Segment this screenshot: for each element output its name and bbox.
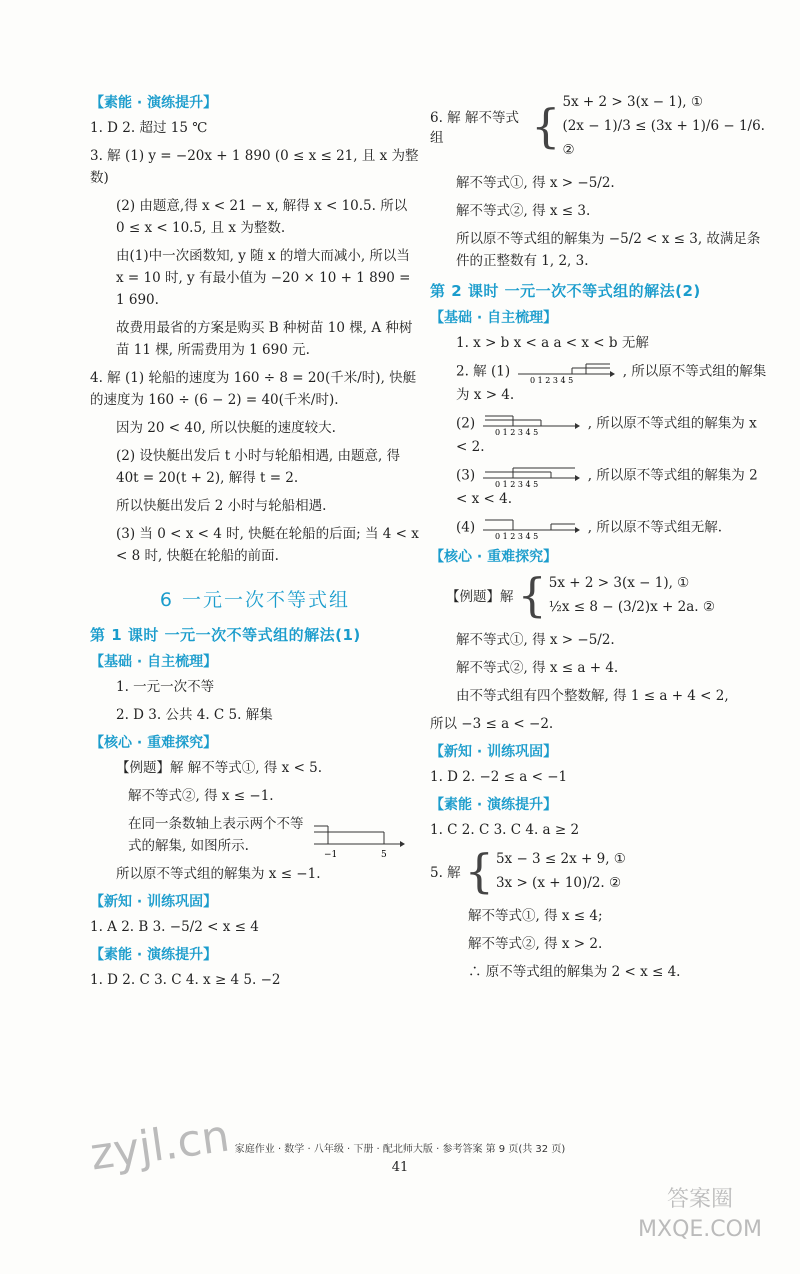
heading-jichu: 【基础 · 自主梳理】 bbox=[90, 654, 218, 670]
basic2-label: 2. 解 (1) bbox=[456, 363, 511, 380]
tick-label-5: 5 bbox=[381, 850, 387, 860]
basic2-label-4: (4) bbox=[456, 519, 476, 536]
example-line-1: 【例题】解 解不等式①, 得 x < 5. bbox=[116, 760, 323, 776]
example-system bbox=[430, 568, 770, 622]
example2-step3: 由不等式组有四个整数解, 得 1 ≤ a + 4 < 2, bbox=[456, 688, 729, 704]
heading-hexin-2: 【核心 · 重难探究】 bbox=[430, 549, 558, 565]
example2-step1: 解不等式①, 得 x > −5/2. bbox=[456, 632, 615, 648]
ticks-1: 0 1 2 3 4 5 bbox=[530, 376, 574, 384]
basic2-answer-2b bbox=[430, 412, 770, 458]
basic2-answer-2d bbox=[430, 516, 770, 540]
basic-answer-1: 1. 一元一次不等 bbox=[116, 679, 215, 695]
q6-step3: 所以原不等式组的解集为 −5/2 < x ≤ 3, 故满足条件的正整数有 1, 2, 3. bbox=[456, 231, 761, 269]
page-footer: 家庭作业 · 数学 · 八年级 · 下册 · 配北师大版 · 参考答案 第 9 页(共 32 页) bbox=[234, 1144, 566, 1155]
xinzhi-answers: 1. A 2. B 3. −5/2 < x ≤ 4 bbox=[90, 919, 259, 935]
example-eq1: 5x + 2 > 3(x − 1), ① bbox=[548, 575, 690, 591]
number-line-2 bbox=[481, 412, 581, 436]
example2-step2: 解不等式②, 得 x ≤ a + 4. bbox=[456, 660, 619, 676]
q6-eq2: (2x − 1)/3 ≤ (3x + 1)/6 − 1/6. ② bbox=[562, 118, 765, 158]
q5-eq1: 5x − 3 ≤ 2x + 9, ① bbox=[495, 851, 626, 867]
basic2-text-3: , 所以原不等式组的解集为 2 < x < 4. bbox=[456, 467, 758, 507]
lesson-1-title: 第 1 课时 一元一次不等式组的解法(1) bbox=[90, 626, 361, 644]
ticks-3: 0 1 2 3 4 5 bbox=[495, 480, 539, 488]
suneng2-answers: 1. C 2. C 3. C 4. a ≥ 2 bbox=[430, 822, 580, 838]
q3-part2: (2) 由题意,得 x < 21 − x, 解得 x < 10.5. 所以 0 ≤ x < 10.5, 且 x 为整数. bbox=[116, 198, 408, 236]
q4-part1: 4. 解 (1) 轮船的速度为 160 ÷ 8 = 20(千米/时), 快艇的速度为 160 ÷ (6 − 2) = 40(千米/时). bbox=[90, 370, 417, 408]
q4-part3: (2) 设快艇出发后 t 小时与轮船相遇, 由题意, 得 40t = 20(t + 2), 解得 t = 2. bbox=[116, 448, 401, 486]
q6-label: 6. 解 解不等式组 bbox=[430, 110, 519, 146]
basic2-text-1: , 所以原不等式组的解集为 x > 4. bbox=[456, 363, 767, 403]
q3-part4: 故费用最省的方案是购买 B 种树苗 10 棵, A 种树苗 11 棵, 所需费用为 1 690 元. bbox=[116, 320, 413, 358]
brace-icon: { bbox=[531, 99, 561, 153]
heading-suneng-1: 【素能 · 演练提升】 bbox=[90, 95, 218, 111]
right-column bbox=[430, 86, 770, 989]
example-line-2: 解不等式②, 得 x ≤ −1. bbox=[128, 788, 274, 804]
basic2-text-2: , 所以原不等式组的解集为 x < 2. bbox=[456, 415, 757, 455]
q5-step2: 解不等式②, 得 x > 2. bbox=[468, 936, 603, 952]
ticks-2: 0 1 2 3 4 5 bbox=[495, 428, 539, 436]
basic2-answer-2c bbox=[430, 464, 770, 510]
left-column bbox=[90, 86, 420, 997]
example2-step4: 所以 −3 ≤ a < −2. bbox=[430, 716, 554, 732]
q6-system bbox=[430, 90, 770, 162]
example-line-4: 所以原不等式组的解集为 x ≤ −1. bbox=[116, 866, 321, 882]
q3-part3: 由(1)中一次函数知, y 随 x 的增大而减小, 所以当 x = 10 时, y 有最小值为 −20 × 10 + 1 890 = 1 690. bbox=[116, 248, 411, 308]
lesson-2-title: 第 2 课时 一元一次不等式组的解法(2) bbox=[430, 282, 701, 300]
page-number: 41 bbox=[391, 1160, 409, 1175]
example-label: 【例题】解 bbox=[446, 589, 514, 605]
heading-hexin: 【核心 · 重难探究】 bbox=[90, 735, 218, 751]
q4-part2: 因为 20 < 40, 所以快艇的速度较大. bbox=[116, 420, 336, 436]
number-line-diagram bbox=[310, 816, 406, 860]
heading-xinzhi: 【新知 · 训练巩固】 bbox=[90, 894, 218, 910]
example-line-3: 在同一条数轴上表示两个不等式的解集, 如图所示. bbox=[128, 816, 304, 854]
tick-label-neg1: −1 bbox=[324, 850, 338, 860]
brace-icon-3: { bbox=[464, 844, 494, 898]
example-number-line-row bbox=[90, 813, 420, 863]
heading-jichu-2: 【基础 · 自主梳理】 bbox=[430, 310, 558, 326]
q6-step1: 解不等式①, 得 x > −5/2. bbox=[456, 175, 615, 191]
xinzhi2-answers: 1. D 2. −2 ≤ a < −1 bbox=[430, 769, 568, 785]
q5-step3: ∴ 原不等式组的解集为 2 < x ≤ 4. bbox=[468, 964, 681, 980]
q6-eq1: 5x + 2 > 3(x − 1), ① bbox=[562, 94, 703, 110]
number-line-4 bbox=[481, 516, 581, 540]
number-line-1 bbox=[516, 360, 616, 384]
heading-suneng-2: 【素能 · 演练提升】 bbox=[90, 947, 218, 963]
q4-part4: 所以快艇出发后 2 小时与轮船相遇. bbox=[116, 498, 327, 514]
q5-system bbox=[430, 844, 770, 898]
number-line-3 bbox=[481, 464, 581, 488]
heading-xinzhi-2: 【新知 · 训练巩固】 bbox=[430, 744, 558, 760]
basic-answer-2: 2. D 3. 公共 4. C 5. 解集 bbox=[116, 707, 273, 723]
q5-label: 5. 解 bbox=[430, 865, 461, 881]
basic2-label-3: (3) bbox=[456, 467, 476, 484]
watermark-left: zyjl.cn bbox=[87, 1110, 233, 1181]
watermark-right: 答案圈 MXQE.COM bbox=[638, 1187, 762, 1242]
heading-suneng-3: 【素能 · 演练提升】 bbox=[430, 797, 558, 813]
example-eq2: ½x ≤ 8 − (3/2)x + 2a. ② bbox=[548, 599, 715, 615]
ticks-4: 0 1 2 3 4 5 bbox=[495, 532, 539, 540]
basic2-text-4: , 所以原不等式组无解. bbox=[587, 519, 723, 536]
q3-part1: 3. 解 (1) y = −20x + 1 890 (0 ≤ x ≤ 21, 且 x 为整数) bbox=[90, 148, 419, 186]
section-title: 6 一元一次不等式组 bbox=[159, 589, 351, 611]
answer-line: 1. D 2. 超过 15 ℃ bbox=[90, 120, 208, 136]
basic2-answer-2a bbox=[430, 360, 770, 406]
basic2-label-2: (2) bbox=[456, 415, 476, 432]
q6-step2: 解不等式②, 得 x ≤ 3. bbox=[456, 203, 591, 219]
q5-step1: 解不等式①, 得 x ≤ 4; bbox=[468, 908, 603, 924]
q5-eq2: 3x > (x + 10)/2. ② bbox=[495, 875, 622, 891]
q4-part5: (3) 当 0 < x < 4 时, 快艇在轮船的后面; 当 4 < x < 8 时, 快艇在轮船的前面. bbox=[116, 526, 419, 564]
brace-icon-2: { bbox=[517, 568, 547, 622]
suneng-answers: 1. D 2. C 3. C 4. x ≥ 4 5. −2 bbox=[90, 972, 281, 988]
basic2-answer-1: 1. x > b x < a a < x < b 无解 bbox=[456, 335, 649, 351]
